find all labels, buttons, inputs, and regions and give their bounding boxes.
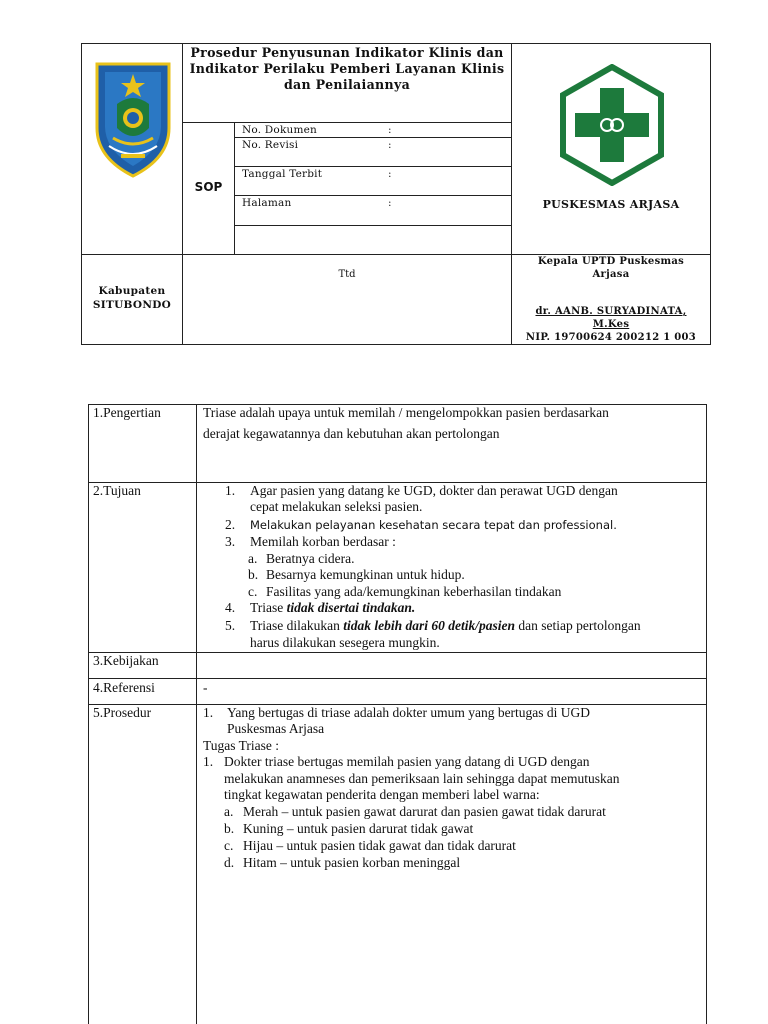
referensi-value: - bbox=[203, 680, 208, 695]
kepala-line: Kepala UPTD Puskesmas bbox=[537, 256, 685, 267]
label-letter: a. bbox=[224, 804, 234, 819]
field-colon: : bbox=[388, 168, 392, 180]
prosedur-num: 1. bbox=[203, 705, 214, 720]
tujuan-subitem: Besarnya kemungkinan untuk hidup. bbox=[266, 567, 465, 582]
tujuan-subletter: b. bbox=[248, 567, 259, 582]
label-letter: d. bbox=[224, 855, 235, 870]
prosedur-item: tingkat kegawatan penderita dengan memberi label warna: bbox=[224, 787, 540, 802]
tujuan-subitem: Beratnya cidera. bbox=[266, 551, 355, 566]
field-colon: : bbox=[388, 124, 392, 136]
page-title: Prosedur Penyusunan Indikator Klinis dan Indikator Perilaku Pemberi Layanan Klinis dan Penilaiannya bbox=[189, 45, 505, 92]
divider bbox=[88, 678, 707, 679]
pengertian-line: derajat kegawatannya dan kebutuhan akan pertolongan bbox=[203, 426, 500, 441]
field-colon: : bbox=[388, 139, 392, 151]
kabupaten-line: Kabupaten bbox=[98, 285, 166, 297]
tujuan-num: 5. bbox=[225, 618, 236, 633]
tujuan-subitem: Fasilitas yang ada/kemungkinan keberhasilan tindakan bbox=[266, 584, 562, 599]
label-letter: c. bbox=[224, 838, 234, 853]
field-colon: : bbox=[388, 197, 392, 209]
tujuan-item: Agar pasien yang datang ke UGD, dokter dan perawat UGD dengan bbox=[250, 483, 618, 498]
label-prosedur: 5.Prosedur bbox=[93, 705, 152, 720]
signatory-name: dr. AANB. SURYADINATA, bbox=[535, 306, 687, 317]
tujuan-item: Memilah korban berdasar : bbox=[250, 534, 396, 549]
tujuan-item bbox=[250, 600, 415, 616]
puskesmas-logo bbox=[557, 64, 667, 186]
field-halaman: Halaman bbox=[242, 197, 292, 209]
tujuan-num: 3. bbox=[225, 534, 236, 549]
prosedur-item: Dokter triase bertugas memilah pasien yang datang di UGD dengan bbox=[224, 754, 590, 769]
kepala-title bbox=[512, 255, 710, 281]
text-run: Triase bbox=[250, 600, 287, 615]
tujuan-subletter: c. bbox=[248, 584, 258, 599]
divider bbox=[88, 652, 707, 653]
divider bbox=[182, 122, 511, 123]
field-no-revisi: No. Revisi bbox=[242, 139, 299, 151]
prosedur-item: Yang bertugas di triase adalah dokter umum yang bertugas di UGD bbox=[227, 705, 591, 720]
tujuan-num: 1. bbox=[225, 483, 236, 498]
divider bbox=[234, 122, 235, 254]
signatory-degree: M.Kes bbox=[592, 319, 630, 330]
label-color-item: Kuning – untuk pasien darurat tidak gawat bbox=[243, 821, 474, 836]
field-tanggal-terbit: Tanggal Terbit bbox=[242, 168, 323, 180]
tugas-triase-heading: Tugas Triase : bbox=[203, 738, 280, 753]
divider bbox=[234, 195, 511, 196]
tujuan-subletter: a. bbox=[248, 551, 258, 566]
text-run: Triase dilakukan bbox=[250, 618, 344, 633]
kabupaten-line: SITUBONDO bbox=[92, 299, 172, 311]
tujuan-num: 4. bbox=[225, 600, 236, 615]
label-color-item: Merah – untuk pasien gawat darurat dan pasien gawat tidak darurat bbox=[243, 804, 606, 819]
prosedur-item: Puskesmas Arjasa bbox=[227, 721, 325, 736]
signature-label: Ttd bbox=[338, 269, 356, 280]
label-pengertian: 1.Pengertian bbox=[93, 405, 161, 420]
emphasis: tidak lebih dari 60 detik/pasien bbox=[343, 618, 516, 633]
tujuan-item: cepat melakukan seleksi pasien. bbox=[250, 499, 423, 514]
prosedur-item: melakukan anamneses dan pemeriksaan lain sehingga dapat memutuskan bbox=[224, 771, 620, 786]
label-tujuan: 2.Tujuan bbox=[93, 483, 141, 498]
divider bbox=[234, 166, 511, 167]
label-kebijakan: 3.Kebijakan bbox=[93, 653, 159, 668]
label-color-item: Hitam – untuk pasien korban meninggal bbox=[243, 855, 461, 870]
label-referensi: 4.Referensi bbox=[93, 680, 155, 695]
situbondo-emblem-logo bbox=[91, 58, 175, 178]
divider bbox=[234, 225, 511, 226]
kabupaten-label bbox=[82, 284, 182, 312]
pengertian-line: Triase adalah upaya untuk memilah / mengelompokkan pasien berdasarkan bbox=[203, 405, 609, 420]
tujuan-item: Melakukan pelayanan kesehatan secara tepat dan professional. bbox=[250, 518, 617, 532]
divider bbox=[234, 137, 511, 138]
kepala-line: Arjasa bbox=[592, 269, 630, 280]
tujuan-item: harus dilakukan sesegera mungkin. bbox=[250, 635, 440, 650]
tujuan-num: 2. bbox=[225, 517, 236, 532]
tujuan-item bbox=[250, 618, 702, 634]
prosedur-num: 1. bbox=[203, 754, 214, 769]
sop-label: SOP bbox=[194, 180, 223, 194]
label-color-item: Hijau – untuk pasien tidak gawat dan tidak darurat bbox=[243, 838, 516, 853]
signatory bbox=[512, 305, 710, 344]
text-run: dan setiap pertolongan bbox=[515, 618, 641, 633]
field-no-dokumen: No. Dokumen bbox=[242, 124, 317, 136]
divider bbox=[196, 404, 197, 1024]
organization-name: PUSKESMAS ARJASA bbox=[542, 198, 680, 211]
signatory-nip: NIP. 19700624 200212 1 003 bbox=[525, 332, 697, 343]
divider bbox=[511, 43, 512, 345]
emphasis: tidak disertai tindakan. bbox=[286, 600, 416, 615]
label-letter: b. bbox=[224, 821, 235, 836]
